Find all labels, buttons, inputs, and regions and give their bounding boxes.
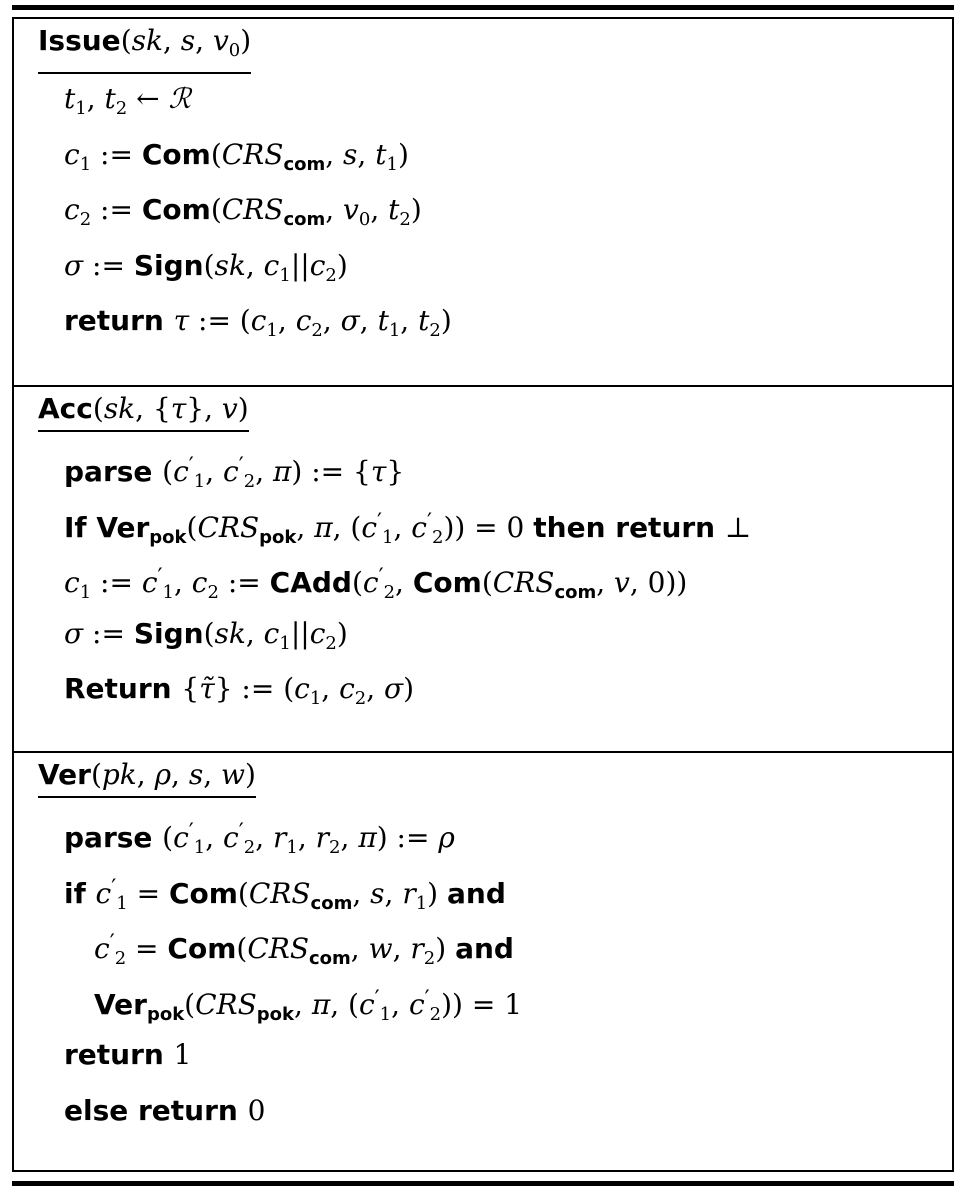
acc-line-4: σ := Sign(sk, $c_1||c_2$) [64, 616, 348, 654]
issue-line-1: $t_1$, $t_2$ ← ℛ [64, 82, 191, 119]
issue-line-5: return τ := ($c_1$, $c_2$, σ, $t_1$, $t_2$) [64, 304, 452, 341]
ver-line-6: else return 0 [64, 1093, 266, 1127]
algorithm-figure [12, 17, 954, 1172]
acc-line-1: parse ($c'_1$, $c'_2$, π) := {τ} [64, 454, 405, 492]
ver-header: Ver(pk, ρ, s, w) [38, 757, 256, 798]
issue-line-2: $c_1$ := $Com(CRS_{com}$, s, $t_1$) [64, 137, 409, 175]
issue-algorithm [14, 19, 952, 383]
acc-line-5: Return {τ̃} := ($c_1$, $c_2$, σ) [64, 672, 415, 709]
top-rule [12, 5, 954, 10]
acc-line-3: $c_1$ := $c'_1$, $c_2$ := $CAdd(c'_2$, $Com(CRS_{com}$, v, 0)) [64, 565, 688, 603]
bottom-rule [12, 1181, 954, 1186]
ver-line-4: $Ver_{pok}(CRS_{pok}$, π, ($c'_1$, $c'_2)) = 1$ [94, 986, 523, 1025]
acc-algorithm [14, 385, 952, 749]
ver-line-1: parse ($c'_1$, $c'_2$, $r_1$, $r_2$, π) := ρ [64, 820, 455, 858]
ver-line-5: return 1 [64, 1038, 192, 1071]
ver-line-3: $c'_2 = Com(CRS_{com}$, w, $r_2$) and [94, 931, 514, 969]
issue-line-3: $c_2$ := $Com(CRS_{com}$, $v_0$, $t_2$) [64, 193, 422, 230]
acc-header: Acc(sk, {τ}, v) [38, 391, 249, 432]
acc-line-2: If $Ver_{pok}(CRS_{pok}$, π, ($c'_1$, $c'_2)) = 0$ then return ⊥ [64, 509, 752, 548]
ver-algorithm [14, 751, 952, 1170]
ver-line-2: if $c'_1 = Com(CRS_{com}$, s, $r_1$) and [64, 875, 506, 914]
issue-line-4: σ := Sign(sk, $c_1||c_2$) [64, 248, 348, 286]
issue-header: Issue(sk, s, $v_0$) [38, 23, 251, 74]
